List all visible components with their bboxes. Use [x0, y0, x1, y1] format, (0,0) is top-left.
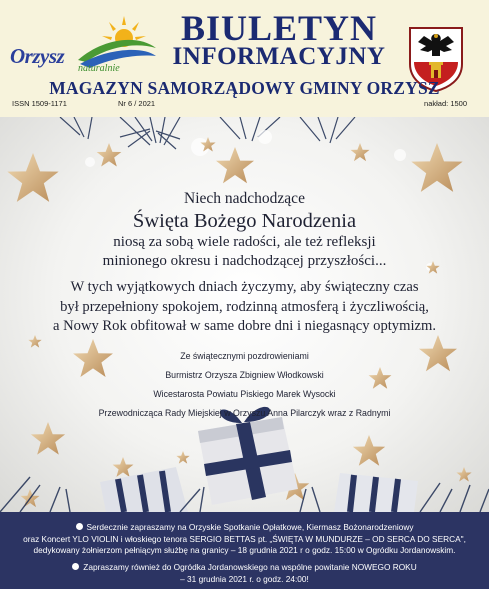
announcement-text: oraz Koncert YLO VIOLIN i włoskiego tenora SERGIO BETTAS pt. „ŚWIĘTA W MUNDURZE – OD SERCA DO SERCA", — [23, 533, 466, 544]
gift-box-icon — [100, 467, 188, 512]
star-icon — [176, 451, 189, 464]
star-icon — [411, 143, 462, 192]
greeting-line: niosą za sobą wiele radości, ale też refleksji — [113, 234, 376, 250]
announcement-text: Zapraszamy również do Ogródka Jordanowskiego na wspólne powitanie NOWEGO ROKU — [83, 562, 417, 572]
announcement-text: – 31 grudnia 2021 r. o godz. 24:00! — [180, 573, 309, 584]
greeting-line: Niech nadchodzące — [184, 190, 305, 207]
wishes-line: był przepełniony spokojem, rodzinną atmosferą i życzliwością, — [60, 298, 429, 315]
star-icon — [31, 422, 65, 455]
bullet-icon — [76, 523, 83, 530]
announcement-new-year — [0, 562, 489, 585]
christmas-card — [0, 117, 489, 512]
signatures — [0, 347, 489, 423]
star-icon — [97, 143, 122, 167]
announcement-text: Serdecznie zapraszamy na Orzyskie Spotkanie Opłatkowe, Kiermasz Bożonarodzeniowy — [86, 522, 414, 532]
wishes-paragraph — [0, 278, 489, 337]
circulation: nakład: 1500 — [424, 99, 467, 108]
bullet-icon — [72, 563, 79, 570]
logo-wordmark: Orzysz — [10, 44, 65, 68]
star-icon — [216, 147, 254, 183]
wishes-line: a Nowy Rok obfitował w same dobre dni i niegasnący optymizm. — [52, 318, 436, 334]
signature-mayor: Burmistrz Orzysza Zbigniew Włodkowski — [165, 370, 324, 380]
signature-intro: Ze świątecznymi pozdrowieniami — [180, 351, 309, 361]
gift-box-icon — [334, 473, 418, 512]
signature-council: Przewodnicząca Rady Miejskiej w Orzyszu Anna Pilarczyk wraz z Radnymi — [98, 408, 391, 418]
star-icon — [456, 467, 471, 481]
christmas-greeting — [0, 189, 489, 337]
greeting-line: minionego okresu i nadchodzącej przyszłości... — [102, 253, 387, 269]
issue-number: Nr 6 / 2021 — [118, 99, 156, 108]
magazine-subtitle: MAGAZYN SAMORZĄDOWY GMINY ORZYSZ — [49, 78, 440, 98]
issn-number: ISSN 1509-1171 — [12, 99, 67, 108]
masthead — [0, 0, 489, 117]
title-biuletyn: BIULETYN — [180, 8, 378, 48]
signature-starosta: Wicestarosta Powiatu Piskiego Marek Wysocki — [153, 389, 336, 399]
announcement-concert — [0, 522, 489, 557]
announcement-text: dedykowany żołnierzom pełniącym służbę na granicy – 18 grudnia 2021 r o godz. 15:00 w Ogródku Jordanowskim. — [33, 545, 456, 555]
star-icon — [28, 335, 41, 348]
star-icon — [351, 143, 370, 161]
greeting-headline: Święta Bożego Narodzenia — [132, 210, 357, 232]
logo-tagline: naturalnie — [78, 63, 120, 74]
wishes-line: W tych wyjątkowych dniach życzymy, aby świąteczny czas — [70, 279, 419, 295]
title-informacyjny: INFORMACYJNY — [172, 43, 386, 70]
announcements-footer — [0, 512, 489, 589]
issue-meta — [0, 99, 489, 113]
star-icon — [113, 457, 134, 477]
star-icon — [353, 435, 385, 466]
